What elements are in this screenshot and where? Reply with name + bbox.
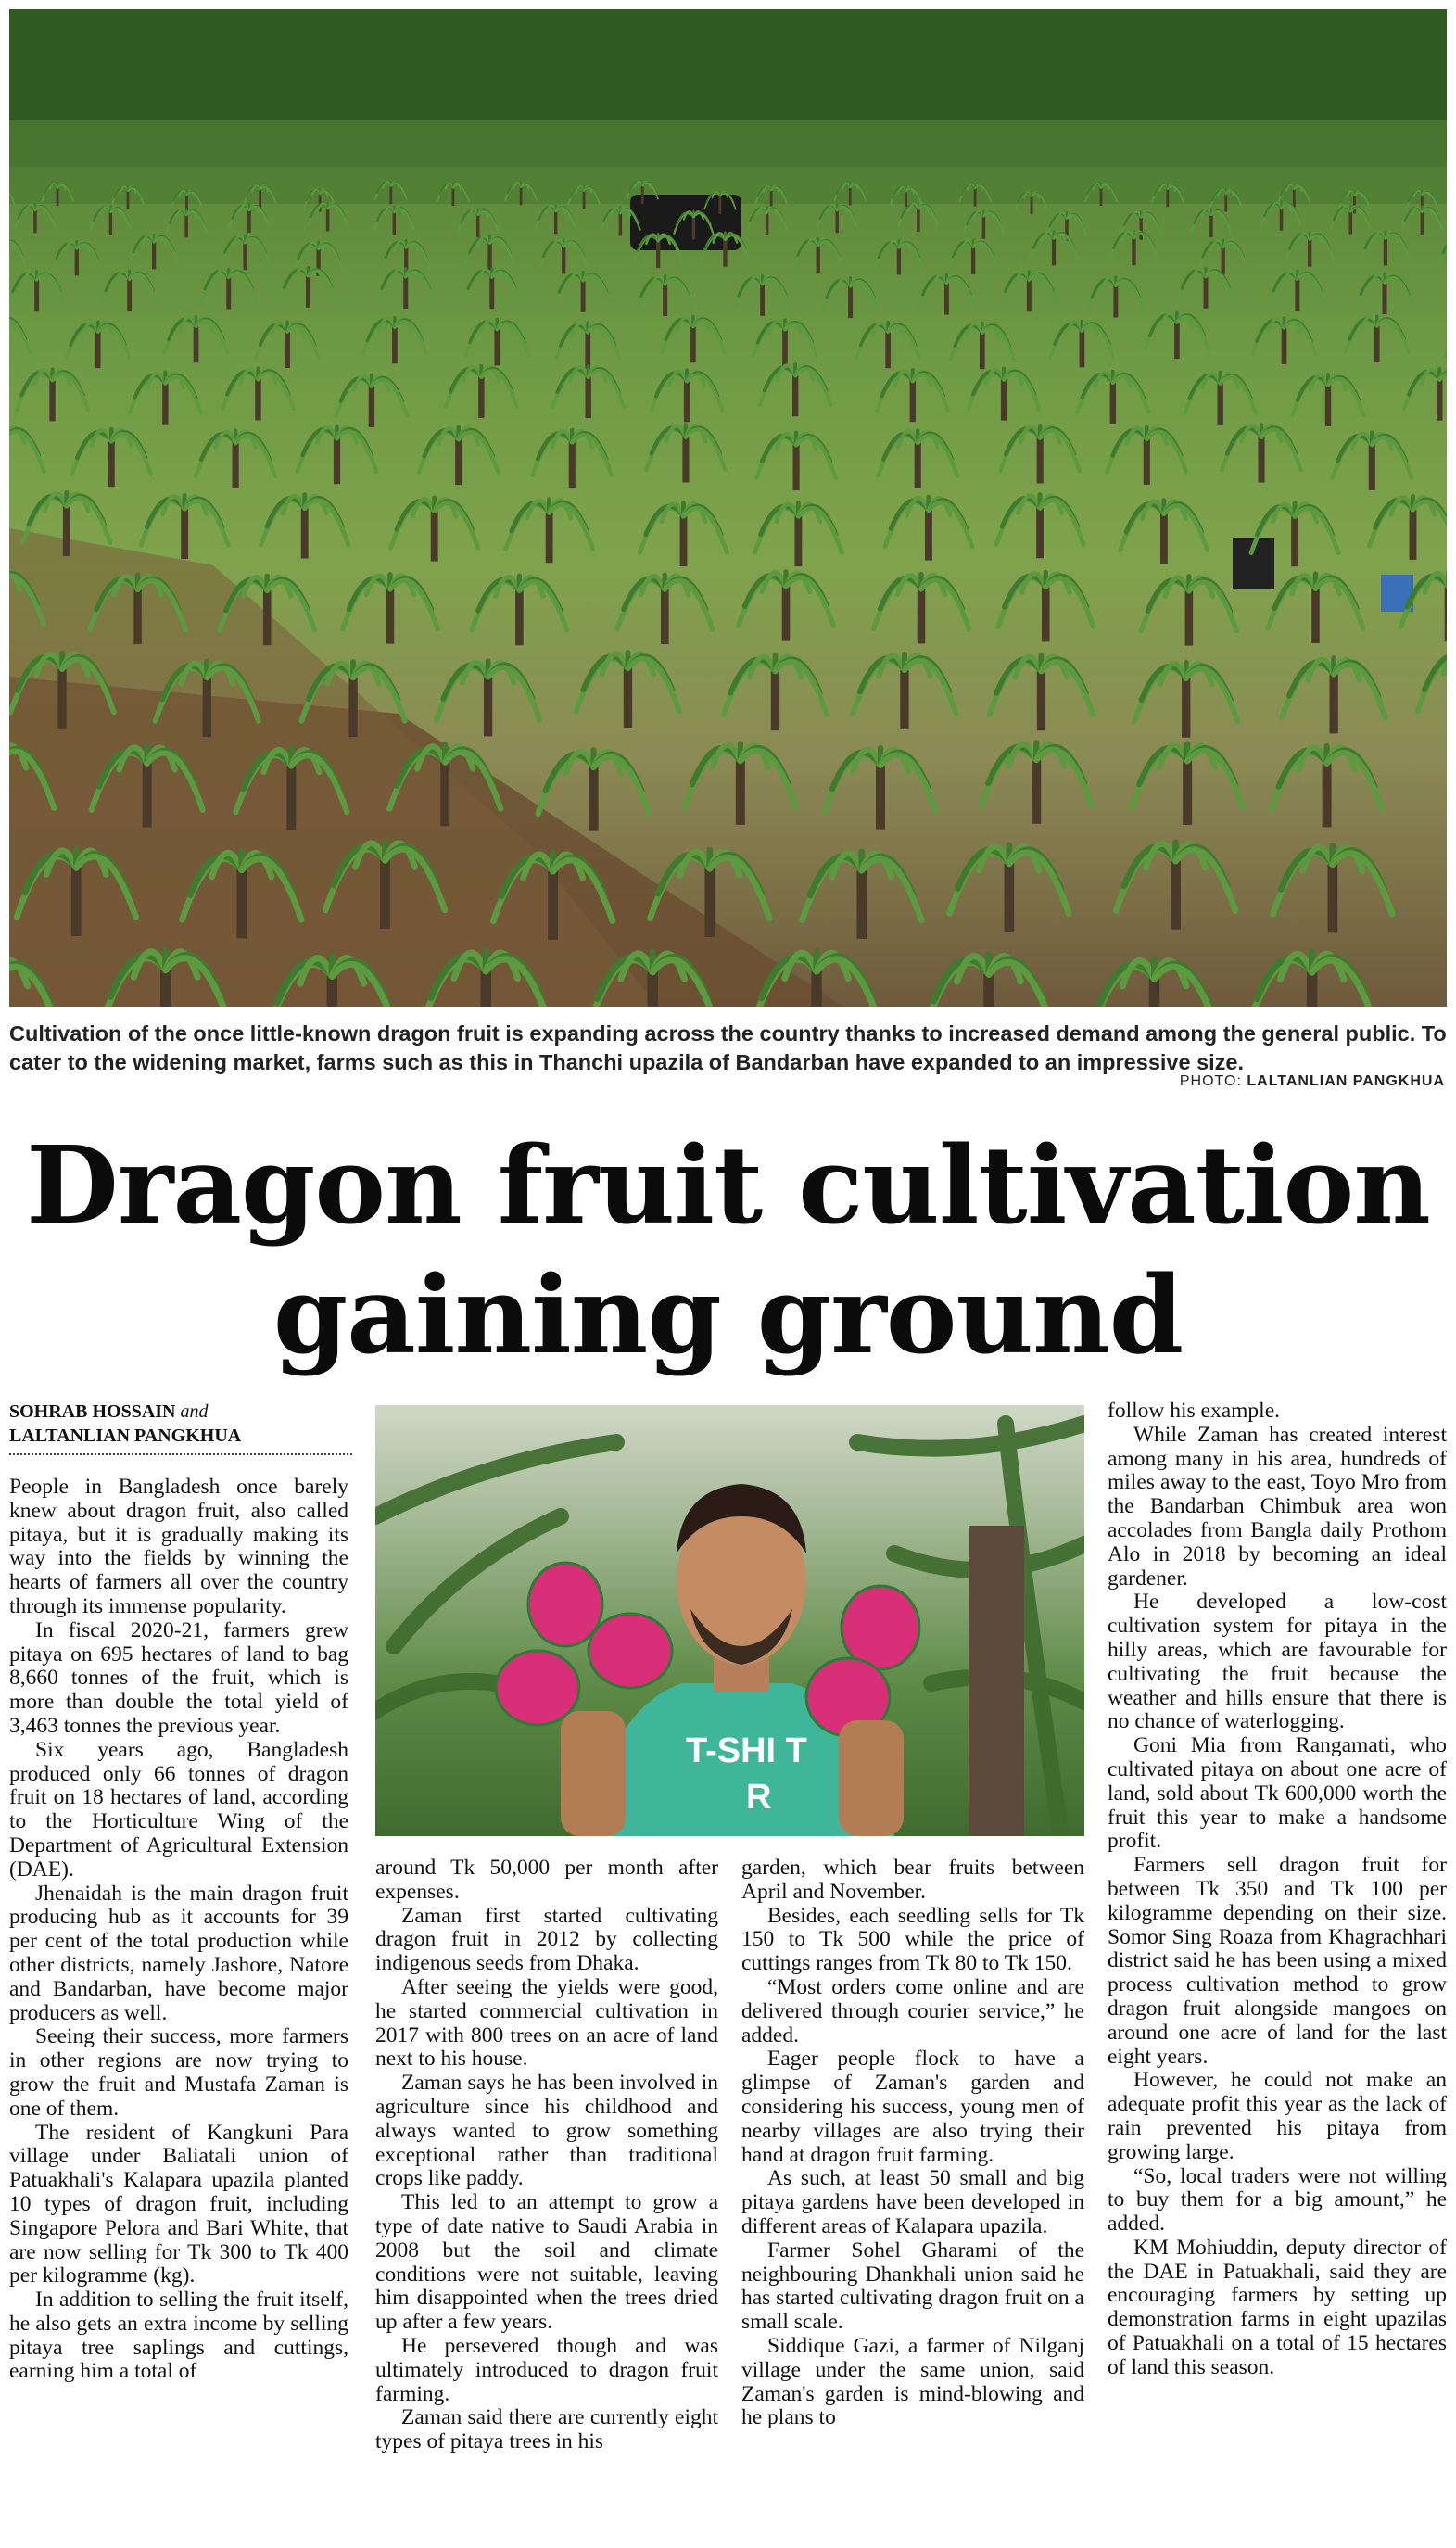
dragon-fruit-plant [1108, 427, 1186, 485]
byline-joiner: and [180, 1401, 209, 1422]
dragon-fruit-plant [1031, 231, 1078, 265]
dragon-fruit-plant [1088, 277, 1144, 317]
dragon-fruit-plant [9, 272, 64, 311]
dragon-fruit-plant [540, 239, 588, 273]
dragon-fruit-plant [760, 364, 831, 416]
dragon-fruit-plant [802, 852, 921, 939]
dragon-fruit-plant [1361, 231, 1409, 265]
dragon-fruit-plant [885, 497, 972, 561]
dragon-fruit-plant [996, 495, 1083, 559]
dragon-fruit-plant [724, 655, 827, 730]
dragon-fruit-plant [9, 426, 44, 484]
dragon-fruit-plant [1357, 274, 1412, 314]
dragon-fruit-plant [1120, 501, 1208, 564]
paragraph: follow his example. [1108, 1399, 1281, 1423]
paragraph: Besides, each seedling sells for Tk 150 to Tk 500 while the price of cuttings ranges from Tk 80 to Tk 150. [741, 1903, 1084, 1976]
dragon-fruit-plant [950, 845, 1070, 932]
dragon-fruit-plant [1270, 271, 1325, 311]
dragon-fruit-plant [1091, 959, 1218, 1007]
dragon-fruit-plant [1293, 374, 1364, 426]
byline-author-1: SOHRAB HOSSAIN [9, 1401, 176, 1422]
paragraph: Zaman said there are currently eight types of pitaya trees in his [375, 2405, 718, 2454]
dragon-fruit-plant [1402, 206, 1441, 235]
dragon-fruit-plant [464, 269, 520, 309]
dragon-fruit-plant [552, 366, 624, 418]
dragon-fruit-plant [990, 655, 1093, 730]
paragraph: Farmers sell dragon fruit for between Tk 350 and Tk 100 per kilogramme depending on their size. Somor Sing Roaza from Khagrachhari district said he has been using a mixed process cultivation method to grow dragon fruit alongside mangoes on around one acre of land for the last eight years. [1108, 1853, 1447, 2069]
dragon-fruit-plant [533, 430, 612, 488]
dragon-fruit-plant [222, 235, 269, 270]
dragon-fruit-plant [91, 206, 130, 235]
paragraph: After seeing the yields were good, he started commercial cultivation in 2017 with 800 trees on an acre of land next to his house. [375, 1974, 718, 2072]
dragon-fruit-plant [1404, 369, 1447, 421]
dragon-fruit-plant [141, 495, 228, 559]
inset-photo-farmer-with-fruit [375, 1405, 1084, 1836]
dragon-fruit-plant [53, 241, 100, 275]
dragon-fruit-plant [825, 748, 936, 830]
paragraph: The resident of Kangkuni Para village under Baliatali union of Patuakhali's Kalapara upazila planted 10 types of dragon fruit, including Singapore Pelora and Bari White, that are now selling for Tk 300 to Tk 400 per kilogramme (kg). [9, 2120, 348, 2288]
dragon-fruit-plant [131, 235, 178, 269]
photo-credit-label: PHOTO: [1179, 1073, 1242, 1089]
dragon-fruit-plant [308, 203, 347, 232]
dragon-fruit-plant [1116, 843, 1235, 930]
dragon-fruit-plant [1192, 209, 1231, 237]
dragon-fruit-plant [16, 204, 55, 233]
dragon-fruit-plant [419, 427, 498, 485]
dragon-fruit-plant [964, 210, 1003, 239]
paragraph: While Zaman has created interest among many in his area, hundreds of miles away to the east, Toyo Mro from the Bandarban Chimbuk area won accolades from Bangla daily Prothom Alo in 2018 by becoming an ideal gardener. [1108, 1422, 1447, 1591]
dragon-fruit-plant [753, 320, 817, 366]
dragon-fruit-plant [652, 370, 723, 422]
dragon-fruit-plant [1272, 746, 1383, 828]
photo-credit-name: LALTANLIAN PANGKHUA [1247, 1073, 1445, 1089]
dragon-fruit-plant [794, 238, 842, 273]
dragon-fruit-plant [756, 433, 835, 490]
paragraph: Zaman first started cultivating dragon fruit in 2012 by collecting indigenous seeds from Dhaka. [375, 1903, 718, 1976]
dragon-fruit-plant [1273, 846, 1393, 933]
dragon-fruit-plant [823, 278, 879, 318]
dragon-fruit-plant [1445, 321, 1447, 367]
dragon-fruit-plant [466, 235, 513, 270]
farm-illustration [9, 9, 1447, 1007]
dragon-fruit-plant [71, 429, 150, 487]
dragon-fruit-plant [899, 203, 938, 232]
dragon-fruit-plant [378, 269, 434, 309]
dragon-fruit-plant [1268, 574, 1363, 643]
headline [9, 1122, 1447, 1381]
dragon-fruit-plant [747, 207, 786, 235]
dragon-fruit-plant [925, 955, 1052, 1007]
dragon-fruit-plant [391, 498, 478, 562]
paragraph: In addition to selling the fruit itself, he also gets an extra income by selling pitaya tree saplings and cuttings, earning him a total of [9, 2288, 348, 2384]
paragraph: Goni Mia from Rangamati, who cultivated pitaya on about one acre of land, sold about Tk 600,000 worth the fruit this year to make a handsome profit. [1108, 1733, 1447, 1854]
paragraph: “So, local traders were not willing to buy them for a big amount,” he added. [1108, 2163, 1447, 2237]
dragon-fruit-plant [9, 316, 30, 362]
article-column-2 [375, 1857, 718, 2454]
dragon-fruit-plant [1142, 577, 1237, 646]
dragon-fruit-plant [201, 269, 257, 309]
dragon-fruit-plant [256, 322, 319, 368]
paragraph: Jhenaidah is the main dragon fruit producing hub as it accounts for 39 per cent of the total production while other districts, namely Jashore, Natore and Bandarban, have become major producers as well. [9, 1881, 348, 2025]
dragon-fruit-plant [950, 240, 997, 274]
dragon-fruit-plant [1110, 231, 1158, 265]
dragon-fruit-plant [506, 500, 593, 564]
dragon-fruit-plant [261, 495, 348, 559]
dragon-fruit-plant [1286, 233, 1334, 267]
dragon-fruit-plant [878, 430, 956, 488]
headline-line-2: gaining ground [272, 1253, 1184, 1378]
dragon-fruit-plant [1369, 496, 1447, 560]
dragon-fruit-plant [67, 322, 130, 368]
dragon-fruit-plant [164, 317, 227, 363]
dragon-fruit-plant [281, 268, 336, 308]
dragon-fruit-plant [617, 575, 713, 644]
dragon-fruit-plant [374, 207, 413, 235]
paragraph: He persevered though and was ultimately introduced to dragon fruit farming. [375, 2333, 718, 2406]
dragon-fruit-plant [875, 240, 922, 274]
paragraph: This led to an attempt to grow a type of date native to Saudi Arabia in 2008 but the soil and climate conditions were not suitable, leaving him disappointed when the trees dried up after a few years. [375, 2190, 718, 2335]
dragon-fruit-plant [639, 502, 727, 566]
paragraph: Farmer Sohel Gharami of the neighbouring Dhankhali union said he has started cultivating dragon fruit on a small scale. [741, 2237, 1084, 2335]
paragraph: He developed a low-cost cultivation system for pitaya in the hilly areas, which are favourable for cultivating the fruit because the weather and hills ensure that there is no chance of waterlogging. [1108, 1590, 1447, 1734]
dragon-fruit-plant [662, 317, 725, 363]
dragon-fruit-plant [1282, 658, 1385, 733]
dragon-fruit-plant [1346, 316, 1409, 362]
dragon-fruit-plant [9, 239, 26, 273]
dragon-fruit-plant [343, 575, 438, 644]
dragon-fruit-plant [1146, 312, 1209, 359]
dragon-fruit-plant [856, 323, 919, 369]
paragraph: Siddique Gazi, a farmer of Nilganj village under the same union, said Zaman's garden is mind-blowing and he plans to [741, 2333, 1084, 2430]
dragon-fruit-plant [981, 742, 1092, 824]
dragon-fruit-plant [817, 204, 856, 233]
photo-credit [1180, 1073, 1445, 1090]
byline [9, 1400, 352, 1455]
dragon-fruit-plant [1000, 425, 1079, 483]
dragon-fruit-plant [298, 426, 376, 484]
paragraph: KM Mohiuddin, deputy director of the DAE in Patuakhali, said they are encouraging farmers by setting up demonstration farms in eight upazilas of Patuakhali on a total of 15 hectares of land this season. [1108, 2235, 1447, 2379]
dragon-fruit-plant [1440, 236, 1447, 271]
dragon-fruit-plant [1418, 652, 1447, 727]
dragon-fruit-plant [196, 431, 274, 488]
shirt-text-2: R [746, 1778, 772, 1817]
dragon-fruit-plant [1050, 322, 1113, 368]
photo-caption [9, 1020, 1447, 1077]
article-column-4 [1108, 1400, 1447, 2380]
dragon-fruit-plant [998, 572, 1094, 641]
dragon-fruit-plant [1333, 433, 1412, 490]
dragon-fruit-plant [1248, 953, 1375, 1007]
dragon-fruit-plant [102, 271, 158, 311]
paragraph: However, he could not make an adequate profit this year as the lack of rain prevented his pitaya from growing large. [1108, 2068, 1447, 2164]
dragon-fruit-plant [1252, 318, 1315, 364]
paragraph: In fiscal 2020-21, farmers grew pitaya on 695 hectares of land to bag 8,660 tonnes of the fruit, which is more than double the total yield of 3,463 tonnes the previous year. [9, 1617, 348, 1738]
dragon-fruit-plant [685, 743, 796, 825]
hero-photo-dragon-fruit-farm [9, 9, 1447, 1007]
dragon-fruit-plant [1184, 373, 1256, 425]
dragon-fruit-plant [446, 366, 517, 418]
paragraph: People in Bangladesh once barely knew about dragon fruit, also called pitaya, but it is gradually making its way into the fields by winning the hearts of farmers all over the country through its immense popularity. [9, 1475, 348, 1618]
dragon-fruit-plant [17, 369, 88, 421]
dragon-fruit-plant [556, 323, 619, 369]
paragraph: As such, at least 50 small and big pitaya gardens have been developed in different areas of Kalapara upazila. [741, 2166, 1084, 2238]
paragraph: Zaman says he has been involved in agriculture since his childhood and always wanted to grow something exceptional rather than traditional crops like paddy. [375, 2071, 718, 2191]
dragon-fruit-plant [969, 369, 1040, 421]
dragon-fruit-plant [1121, 211, 1160, 240]
dragon-fruit-plant [465, 320, 528, 366]
dragon-fruit-plant [739, 572, 834, 641]
dragon-fruit-plant [230, 204, 269, 233]
paragraph: Six years ago, Bangladesh produced only 66 tonnes of dragon fruit on 18 hectares of land, according to the Horticulture Wing of the Department of Agricultural Extension (DAE). [9, 1737, 348, 1882]
dragon-fruit-plant [754, 502, 842, 566]
dragon-fruit-plant [646, 425, 725, 482]
dragon-fruit-plant [1331, 206, 1370, 235]
shirt-text-1: T-SHI T [686, 1731, 807, 1770]
dragon-fruit-plant [1134, 663, 1237, 738]
dragon-fruit-plant [130, 373, 201, 425]
paragraph: garden, which bear fruits between April and November. [741, 1856, 1084, 1904]
dragon-fruit-plant [1222, 425, 1300, 482]
dragon-fruit-plant [1002, 272, 1057, 311]
paragraph: around Tk 50,000 per month after expenses. [375, 1856, 718, 1904]
caption-text: Cultivation of the once little-known dragon fruit is expanding across the country thanks to increased demand among the general public. To cater to the widening market, farms such as this in Thanchi upazila of Bandarban have expanded to an impressive size. [9, 1021, 1447, 1074]
dragon-fruit-plant [853, 654, 956, 729]
dragon-fruit-plant [576, 653, 679, 728]
dragon-fruit-plant [437, 661, 539, 736]
paragraph: Seeing their success, more farmers in other regions are now trying to grow the fruit and Mustafa Zaman is one of them. [9, 2024, 348, 2121]
dragon-fruit-plant [919, 274, 975, 314]
dragon-fruit-plant [472, 576, 567, 645]
farmer-illustration [375, 1405, 1084, 1836]
dragon-fruit-plant [1132, 743, 1243, 825]
dragon-fruit-plant [735, 275, 791, 315]
dragon-fruit-plant [638, 276, 693, 316]
dragon-fruit-plant [555, 272, 611, 311]
byline-author-2: LALTANLIAN PANGKHUA [9, 1426, 242, 1446]
dragon-fruit-plant [877, 370, 948, 422]
dragon-fruit-plant [1178, 268, 1234, 308]
headline-line-1: Dragon fruit cultivation [26, 1123, 1430, 1249]
dragon-fruit-plant [222, 368, 294, 420]
article-column-1 [9, 1476, 348, 2384]
paragraph: Eager people flock to have a glimpse of Zaman's garden and considering his success, young men of nearby villages are also trying their hand at dragon fruit farming. [741, 2047, 1084, 2167]
article-column-3 [741, 1857, 1084, 2430]
dragon-fruit-plant [1077, 372, 1148, 424]
dragon-fruit-plant [459, 209, 498, 237]
paragraph: “Most orders come online and are delivered through courier service,” he added. [741, 1974, 1084, 2047]
dragon-fruit-plant [167, 209, 206, 237]
dragon-fruit-plant [951, 323, 1014, 369]
dragon-fruit-plant [874, 575, 969, 644]
dragon-fruit-plant [336, 375, 408, 427]
dragon-fruit-plant [363, 318, 426, 364]
dragon-fruit-plant [537, 205, 576, 234]
